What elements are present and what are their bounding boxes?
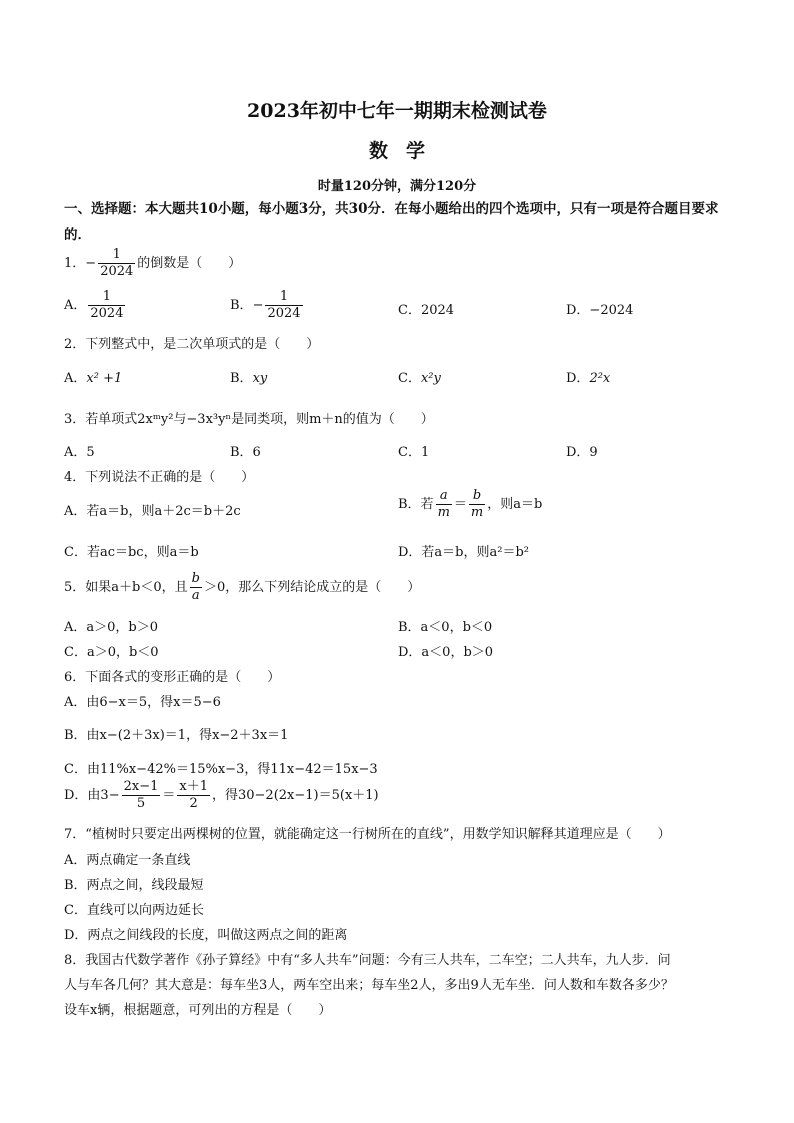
fraction-numerator: b	[191, 571, 200, 586]
equals-sign: ＝	[162, 788, 176, 803]
fraction-denominator: m	[470, 505, 484, 520]
fraction-numerator: 1	[88, 289, 125, 306]
option-c	[398, 367, 441, 386]
option-d	[64, 779, 379, 812]
fraction-numerator: 1	[265, 289, 302, 306]
option-label: C．	[398, 371, 421, 386]
question-5	[64, 571, 420, 604]
exam-subject: 数学	[368, 140, 443, 162]
option-d	[566, 367, 610, 386]
question-text: ＞0，那么下列结论成立的是（ ）	[203, 580, 421, 595]
question-8-line-1: 8．我国古代数学著作《孙子算经》中有“多人共车”问题：今有三人共车，二车空；二人共车，九人步．问	[64, 953, 671, 968]
minus-sign: −	[252, 298, 264, 313]
option-text: B．若	[398, 497, 434, 512]
option-d: D．两点之间线段的长度，叫做这两点之间的距离	[64, 928, 348, 943]
fraction	[265, 289, 302, 322]
option-b: B．6	[230, 445, 261, 460]
option-label: B．	[230, 298, 253, 313]
option-c: C．直线可以向两边延长	[64, 903, 204, 918]
fraction-numerator: 1	[98, 247, 135, 264]
option-math: 2²x	[589, 371, 611, 386]
fraction	[177, 779, 210, 812]
option-math: xy	[252, 371, 268, 386]
fraction-numerator: b	[469, 488, 485, 505]
question-8-line-3: 设车x辆，根据题意，可列出的方程是（ ）	[64, 1003, 332, 1018]
option-a: A．a＞0，b＞0	[64, 620, 159, 635]
option-b	[230, 289, 305, 322]
question-1	[64, 247, 241, 280]
fraction-numerator: a	[436, 488, 452, 505]
fraction-numerator: x＋1	[179, 779, 208, 794]
option-b: B．由x−(2＋3x)＝1，得x−2＋3x＝1	[64, 728, 289, 743]
section-heading: 一、选择题：本大题共10小题，每小题3分，共30分．在每小题给出的四个选项中，只有一项是符合题目要求的．	[64, 201, 719, 243]
option-b	[230, 367, 267, 386]
question-8-line-2: 人与车各几何？其大意是：每车坐3人，两车空出来；每车坐2人，多出9人无车坐．问人数和车数各多少？	[64, 978, 674, 993]
fraction	[122, 779, 161, 812]
question-2: 2．下列整式中，是二次单项式的是（ ）	[64, 337, 320, 352]
option-c: C．a＞0，b＜0	[64, 645, 159, 660]
fraction-denominator: 2024	[267, 306, 301, 321]
option-a	[64, 289, 127, 322]
fraction-denominator: 5	[136, 796, 146, 811]
fraction-denominator: m	[437, 505, 450, 520]
equals-sign: ＝	[453, 497, 467, 512]
option-c: C．由11%x−42%＝15%x−3，得11x−42＝15x−3	[64, 762, 378, 777]
question-3: 3．若单项式2xᵐy²与−3x³yⁿ是同类项，则m＋n的值为（ ）	[64, 412, 434, 427]
option-label: A．	[64, 371, 87, 386]
option-d: D．−2024	[566, 303, 634, 318]
option-a: A．由6−x＝5，得x＝5−6	[64, 695, 221, 710]
option-math: x²y	[420, 371, 441, 386]
option-b	[398, 488, 542, 521]
option-label: D．	[566, 371, 590, 386]
option-a: A．两点确定一条直线	[64, 853, 191, 868]
exam-title: 2023年初中七年一期期末检测试卷	[247, 100, 547, 122]
option-c: C．若ac＝bc，则a＝b	[64, 545, 199, 560]
fraction-denominator: 2024	[90, 306, 124, 321]
option-c: C．1	[398, 445, 430, 460]
option-text: ，则a＝b	[487, 497, 543, 512]
option-d: D．a＜0，b＞0	[398, 645, 494, 660]
minus-sign: −	[85, 256, 97, 271]
question-7: 7．“植树时只要定出两棵树的位置，就能确定这一行树所在的直线”，用数学知识解释其道理应是（ ）	[64, 827, 671, 842]
option-c: C．2024	[398, 303, 455, 318]
fraction	[190, 571, 202, 604]
option-a: A．若a＝b，则a＋2c＝b＋2c	[64, 504, 241, 519]
option-math: x² +1	[86, 371, 123, 386]
fraction	[98, 247, 135, 280]
fraction-denominator: a	[191, 588, 200, 603]
question-text: 的倒数是（ ）	[137, 256, 242, 271]
fraction	[436, 488, 452, 521]
option-d: D．若a＝b，则a²＝b²	[398, 545, 529, 560]
option-text: ，得30−2(2x−1)＝5(x＋1)	[212, 788, 379, 803]
option-a	[64, 367, 122, 386]
exam-time-info: 时量120分钟，满分120分	[317, 179, 477, 194]
question-6: 6．下面各式的变形正确的是（ ）	[64, 670, 281, 685]
option-label: B．	[230, 371, 253, 386]
option-b: B．两点之间，线段最短	[64, 878, 204, 893]
option-a: A．5	[64, 445, 95, 460]
fraction-denominator: 2	[189, 796, 198, 811]
question-4: 4．下列说法不正确的是（ ）	[64, 470, 255, 485]
fraction	[469, 488, 485, 521]
fraction	[88, 289, 125, 322]
fraction-numerator: 2x−1	[123, 779, 159, 794]
option-d: D．9	[566, 445, 598, 460]
fraction-denominator: 2024	[100, 264, 134, 279]
option-b: B．a＜0，b＜0	[398, 620, 493, 635]
question-number: 1．	[64, 256, 86, 271]
option-text: D．由3−	[64, 788, 120, 803]
option-label: A．	[64, 298, 87, 313]
question-text: 5．如果a＋b＜0，且	[64, 580, 188, 595]
